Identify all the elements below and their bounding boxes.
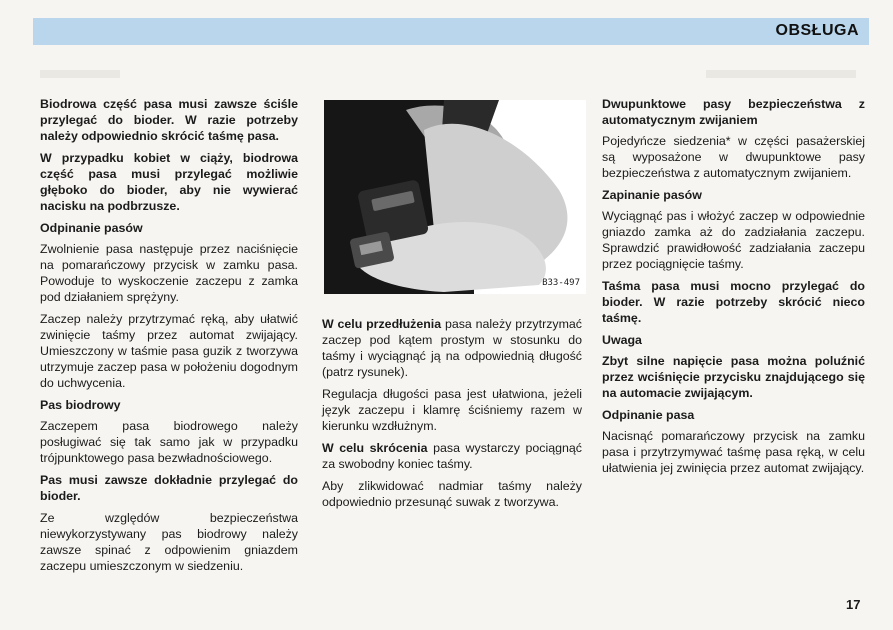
- paragraph: Aby zlikwidować nadmiar taśmy należy odpowiednio przesunąć suwak z tworzywa.: [322, 479, 582, 509]
- bleed-through-decoration: [40, 70, 120, 78]
- paragraph-text: pasa należy przytrzymać zaczep pod kątem prostym w stosunku do taśmy i wyciągnąć ją na odpowiednią długość (patrz rysunek).: [322, 317, 582, 379]
- paragraph: Wyciągnąć pas i włożyć zaczep w odpowiednie gniazdo zamka aż do zadziałania zaczepu. Sprawdzić prawidłowość zadziałania zaczepu przez pociągnięcie taśmy.: [602, 209, 865, 271]
- paragraph: Zwolnienie pasa następuje przez naciśnięcie na pomarańczowy przycisk w zamku pasa. Powoduje to wyskoczenie zaczepu z zamka pod działaniem sprężyny.: [40, 242, 298, 304]
- column-right: [602, 96, 865, 482]
- paragraph: Pojedyńcze siedzenia* w części pasażerskiej są wyposażone w dwupunktowe pasy bezpieczeństwa z automatycznym zwijaniem.: [602, 134, 865, 180]
- page-number: 17: [846, 597, 861, 612]
- seatbelt-photo: [324, 100, 586, 294]
- paragraph: W przypadku kobiet w ciąży, biodrowa część pasa musi przylegać możliwie głęboko do bioder, aby nie wywierać nacisku na podbrzusze.: [40, 151, 298, 213]
- bleed-through-decoration: [706, 70, 856, 78]
- column-middle: [322, 316, 582, 516]
- paragraph: [322, 316, 582, 380]
- paragraph: Zaczep należy przytrzymać ręką, aby ułatwić zwinięcie taśmy przez automat zwijający. Umieszczony w taśmie pasa guzik z tworzywa utrzymuje zaczep pasa w położeniu dogodnym do uchwycenia.: [40, 312, 298, 390]
- column-left: [40, 96, 298, 580]
- heading: Pas biodrowy: [40, 398, 121, 412]
- paragraph: Zaczepem pasa biodrowego należy posługiwać się tak samo jak w przypadku trójpunktowego pasa bezwładnościowego.: [40, 419, 298, 465]
- emphasis: W celu przedłużenia: [322, 317, 442, 331]
- emphasis: W celu skrócenia: [322, 441, 428, 455]
- heading: Zapinanie pasów: [602, 188, 702, 202]
- heading: Odpinanie pasów: [40, 221, 143, 235]
- heading: Dwupunktowe pasy bezpieczeństwa z automatycznym zwijaniem: [602, 97, 865, 127]
- figure-code: B33-497: [542, 278, 580, 288]
- section-title: OBSŁUGA: [775, 22, 859, 39]
- paragraph: Nacisnąć pomarańczowy przycisk na zamku pasa i przytrzymywać taśmę pasa ręką, w celu ułatwienia jej zwinięcia przez automat zwijający.: [602, 429, 865, 475]
- heading: Uwaga: [602, 333, 642, 347]
- paragraph: Taśma pasa musi mocno przylegać do bioder. W razie potrzeby skrócić nieco taśmę.: [602, 279, 865, 325]
- seatbelt-buckle-illustration: [324, 100, 586, 294]
- paragraph: Pas musi zawsze dokładnie przylegać do bioder.: [40, 473, 298, 503]
- header-bar: [33, 18, 869, 45]
- paragraph: Regulacja długości pasa jest ułatwiona, jeżeli język zaczepu i klamrę ściśniemy razem w kierunku wzdłużnym.: [322, 387, 582, 433]
- paragraph-text: pasa wystarczy pociągnąć za swobodny koniec taśmy.: [322, 441, 582, 471]
- paragraph: Ze względów bezpieczeństwa niewykorzystywany pas biodrowy należy zawsze spinać z odpowienim gniazdem zaczepu umieszczonym w siedzeniu.: [40, 511, 298, 573]
- heading: Odpinanie pasa: [602, 408, 695, 422]
- paragraph: [322, 440, 582, 472]
- paragraph: Zbyt silne napięcie pasa można poluźnić przez wciśnięcie przycisku znajdującego się na automacie zwijającym.: [602, 354, 865, 400]
- paragraph: Biodrowa część pasa musi zawsze ściśle przylegać do bioder. W razie potrzeby należy odpowiednio skrócić taśmę pasa.: [40, 97, 298, 143]
